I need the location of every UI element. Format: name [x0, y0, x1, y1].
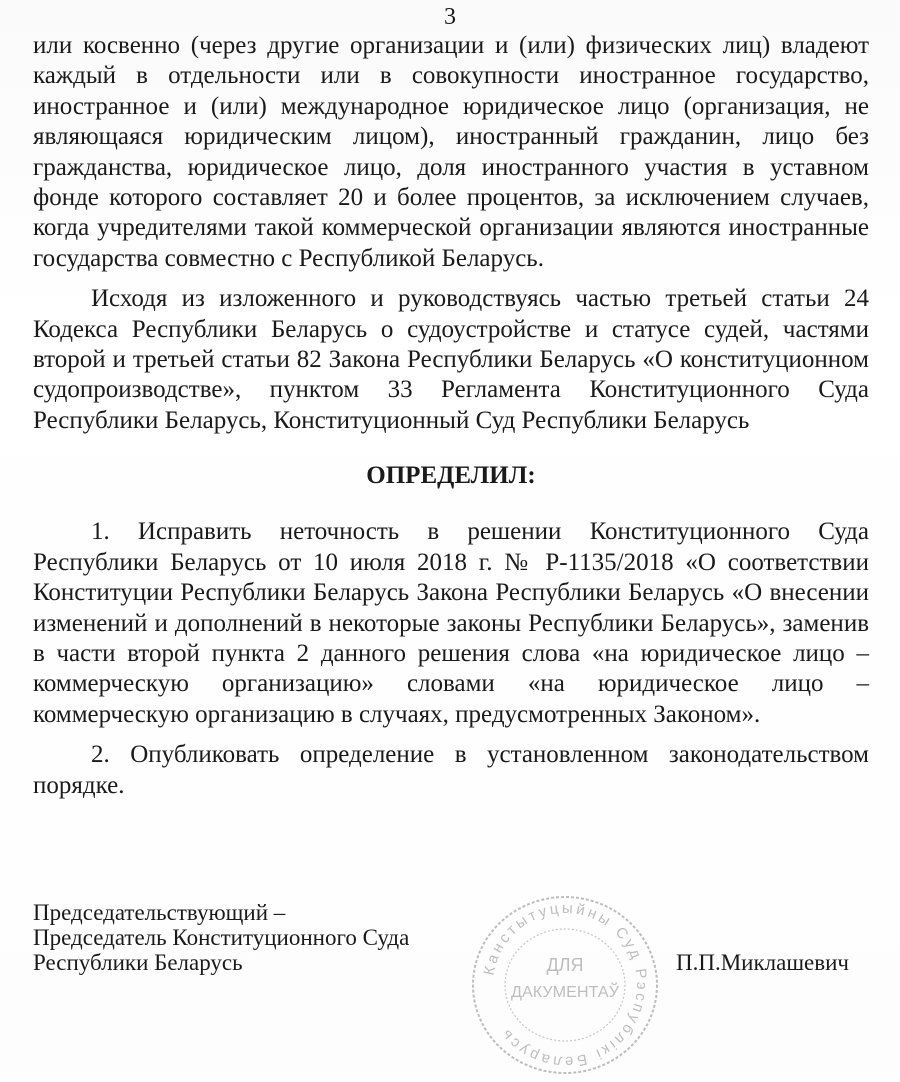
- decision-heading: ОПРЕДЕЛИЛ:: [366, 462, 536, 490]
- paragraph-legal-basis: Исходя из изложенного и руководствуясь частью третьей статьи 24 Кодекса Республики Беларусь о судоустройстве и статусе судей, частями второй и третьей статьи 82 Закона Республики Беларусь «О конституционном судопроизводстве», пунктом 33 Регламента Конституционного Суда Республики Беларусь, Конституционный Суд Республики Беларусь: [33, 285, 869, 434]
- document-body: [33, 31, 869, 801]
- decision-item-2: 2. Опубликовать определение в установленном законодательством порядке.: [33, 741, 869, 799]
- signature-title-line: Республики Беларусь: [33, 950, 243, 975]
- signature-title: [33, 900, 409, 975]
- paragraph-continuation: или косвенно (через другие организации и (или) физических лиц) владеют каждый в отдельности или в совокупности иностранное государство, иностранное и (или) международное юридическое лицо (организация, не являющаяся юридическим лицом), иностранный гражданин, лицо без гражданства, юридическое лицо, доля иностранного участия в уставном фонде которого составляет 20 и более процентов, за исключением случаев, когда учредителями такой коммерческой организации являются иностранные государства совместно с Республикой Беларусь.: [33, 32, 869, 272]
- signer-name: П.П.Миклашевич: [676, 950, 849, 975]
- stamp-ring-text: Канстытуцыйны Суд Рэспублікі Беларусь: [480, 899, 651, 1071]
- signature-title-line: Председатель Конституционного Суда: [33, 925, 410, 950]
- signature-title-line: Председательствующий –: [33, 900, 286, 925]
- page-number: 3: [444, 4, 456, 30]
- stamp-center-line-2: ДАКУМЕНТАЎ: [511, 984, 618, 1001]
- stamp-center-line-1: ДЛЯ: [546, 955, 584, 975]
- official-stamp: [465, 893, 665, 1077]
- decision-item-1: 1. Исправить неточность в решении Конституционного Суда Республики Беларусь от 10 июля 2018 г. № Р-1135/2018 «О соответствии Конституции Республики Беларусь Закона Республики Беларусь «О внесении изменений и дополнений в некоторые законы Республики Беларусь», заменив в части второй пункта 2 данного решения слова «на юридическое лицо – коммерческую организацию» словами «на юридическое лицо – коммерческую организацию в случаях, предусмотренных Законом».: [33, 518, 869, 728]
